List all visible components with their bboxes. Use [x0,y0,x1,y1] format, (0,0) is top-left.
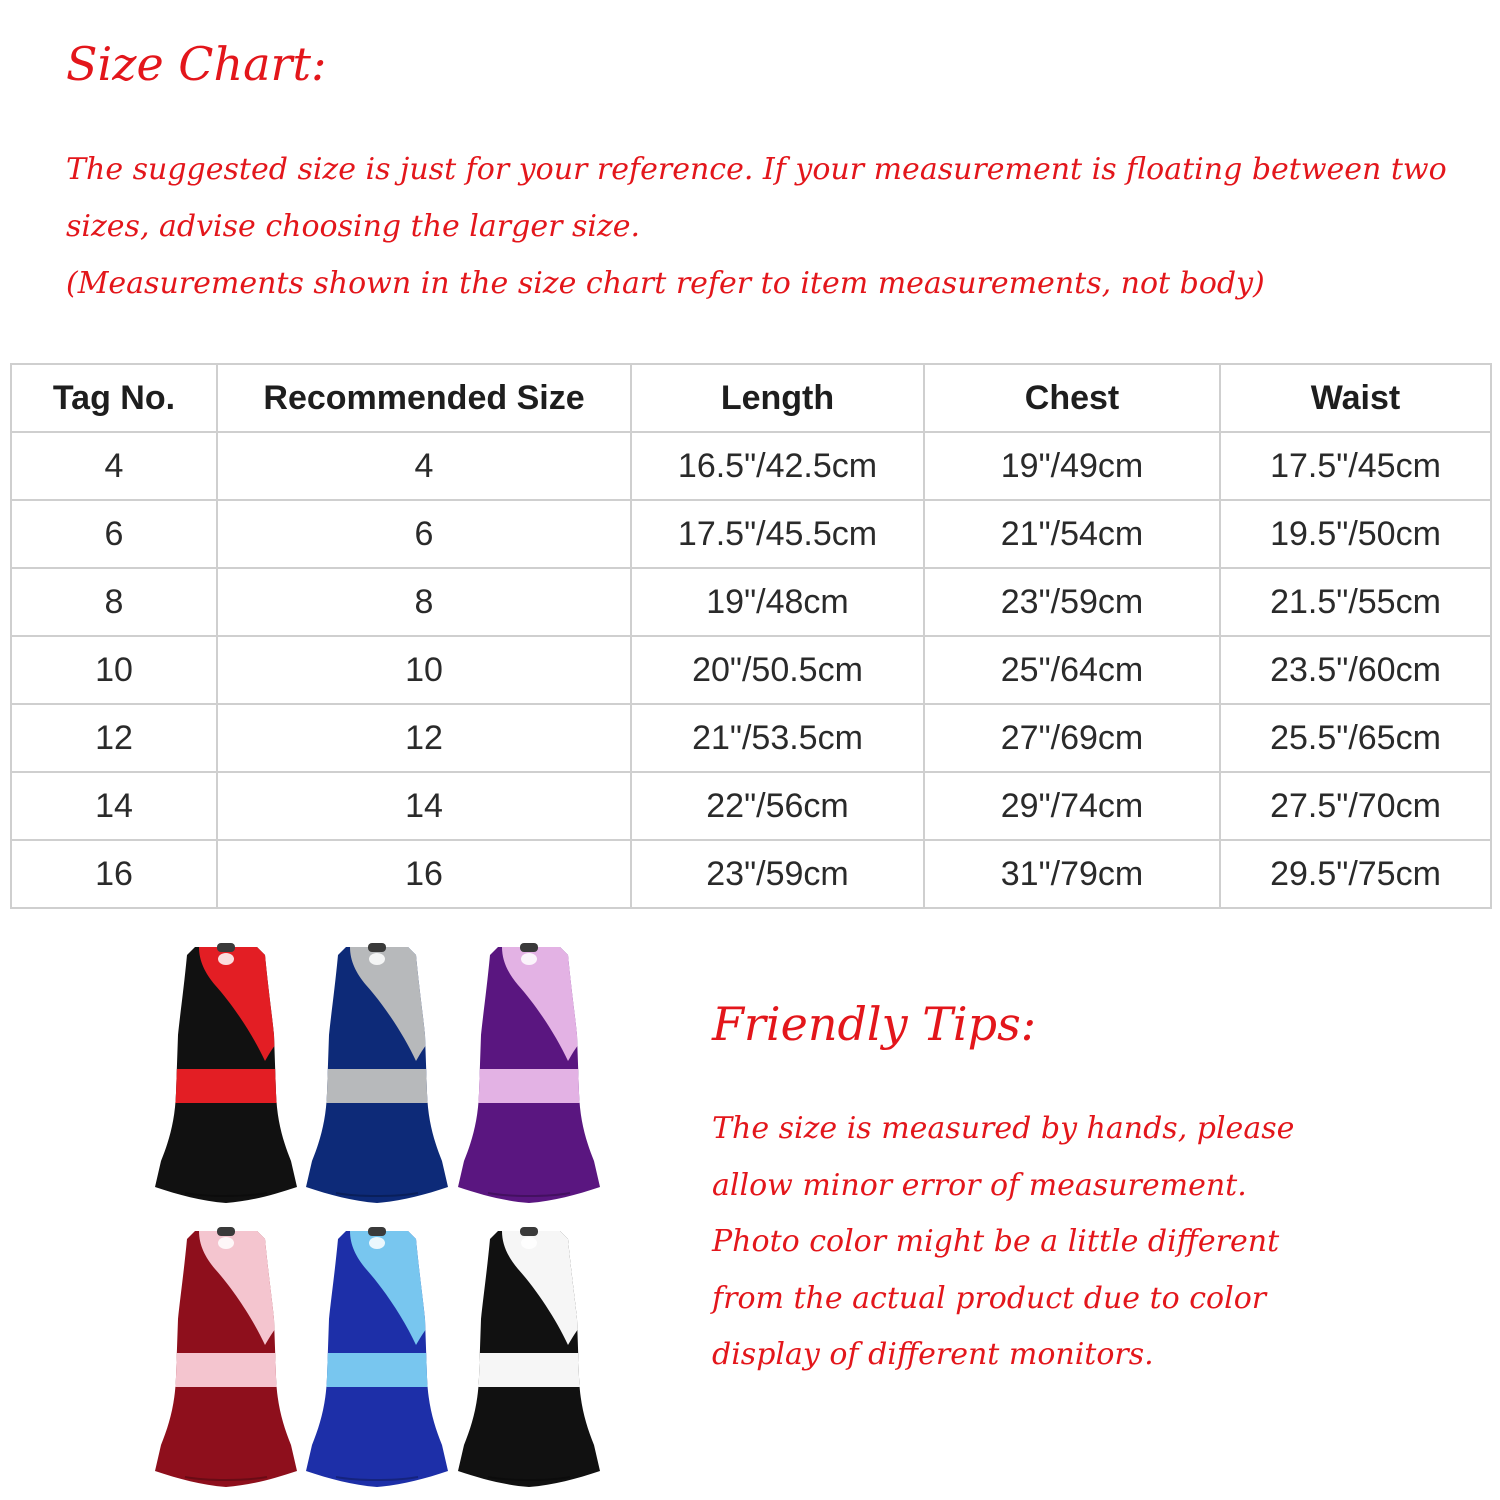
product-color-grid [155,935,595,1490]
cell-tag-no: 14 [11,772,217,840]
cell-chest: 25"/64cm [924,636,1220,704]
cell-recommended-size: 6 [217,500,631,568]
cell-waist: 25.5"/65cm [1220,704,1491,772]
cell-recommended-size: 8 [217,568,631,636]
leotard-product-image [155,1219,297,1489]
friendly-tips-title: Friendly Tips: [712,997,1037,1051]
cell-recommended-size: 12 [217,704,631,772]
measurement-note: (Measurements shown in the size chart refer to item measurements, not body) [66,266,1265,301]
cell-recommended-size: 4 [217,432,631,500]
table-row [11,432,1491,500]
cell-waist: 21.5"/55cm [1220,568,1491,636]
tip-text-line-5: display of different monitors. [712,1337,1154,1372]
cell-chest: 23"/59cm [924,568,1220,636]
tip-text-line-3: Photo color might be a little different [712,1224,1280,1259]
header-waist: Waist [1220,364,1491,432]
leotard-product-image [458,935,600,1205]
cell-length: 17.5"/45.5cm [631,500,924,568]
cell-recommended-size: 16 [217,840,631,908]
header-recommended-size: Recommended Size [217,364,631,432]
cell-waist: 29.5"/75cm [1220,840,1491,908]
cell-length: 23"/59cm [631,840,924,908]
header-chest: Chest [924,364,1220,432]
tip-text-line-4: from the actual product due to color [712,1281,1267,1316]
size-chart-title: Size Chart: [66,37,327,91]
cell-tag-no: 16 [11,840,217,908]
cell-waist: 27.5"/70cm [1220,772,1491,840]
leotard-product-image [306,1219,448,1489]
tip-text-line-1: The size is measured by hands, please [712,1111,1295,1146]
cell-tag-no: 12 [11,704,217,772]
cell-chest: 27"/69cm [924,704,1220,772]
table-row [11,568,1491,636]
size-chart-table [10,363,1492,909]
cell-chest: 29"/74cm [924,772,1220,840]
cell-tag-no: 6 [11,500,217,568]
cell-tag-no: 10 [11,636,217,704]
tip-text-line-2: allow minor error of measurement. [712,1168,1247,1203]
cell-tag-no: 4 [11,432,217,500]
intro-text-line-1: The suggested size is just for your reference. If your measurement is floating between two [66,152,1447,187]
cell-chest: 19"/49cm [924,432,1220,500]
cell-tag-no: 8 [11,568,217,636]
table-header-row [11,364,1491,432]
cell-chest: 21"/54cm [924,500,1220,568]
cell-recommended-size: 14 [217,772,631,840]
cell-length: 21"/53.5cm [631,704,924,772]
cell-waist: 19.5"/50cm [1220,500,1491,568]
table-row [11,500,1491,568]
cell-waist: 17.5"/45cm [1220,432,1491,500]
cell-length: 20"/50.5cm [631,636,924,704]
intro-text-line-2: sizes, advise choosing the larger size. [66,209,641,244]
leotard-product-image [458,1219,600,1489]
header-tag-no: Tag No. [11,364,217,432]
cell-waist: 23.5"/60cm [1220,636,1491,704]
cell-chest: 31"/79cm [924,840,1220,908]
header-length: Length [631,364,924,432]
leotard-product-image [155,935,297,1205]
table-row [11,840,1491,908]
table-row [11,704,1491,772]
cell-recommended-size: 10 [217,636,631,704]
cell-length: 22"/56cm [631,772,924,840]
cell-length: 19"/48cm [631,568,924,636]
leotard-product-image [306,935,448,1205]
table-row [11,636,1491,704]
table-row [11,772,1491,840]
cell-length: 16.5"/42.5cm [631,432,924,500]
